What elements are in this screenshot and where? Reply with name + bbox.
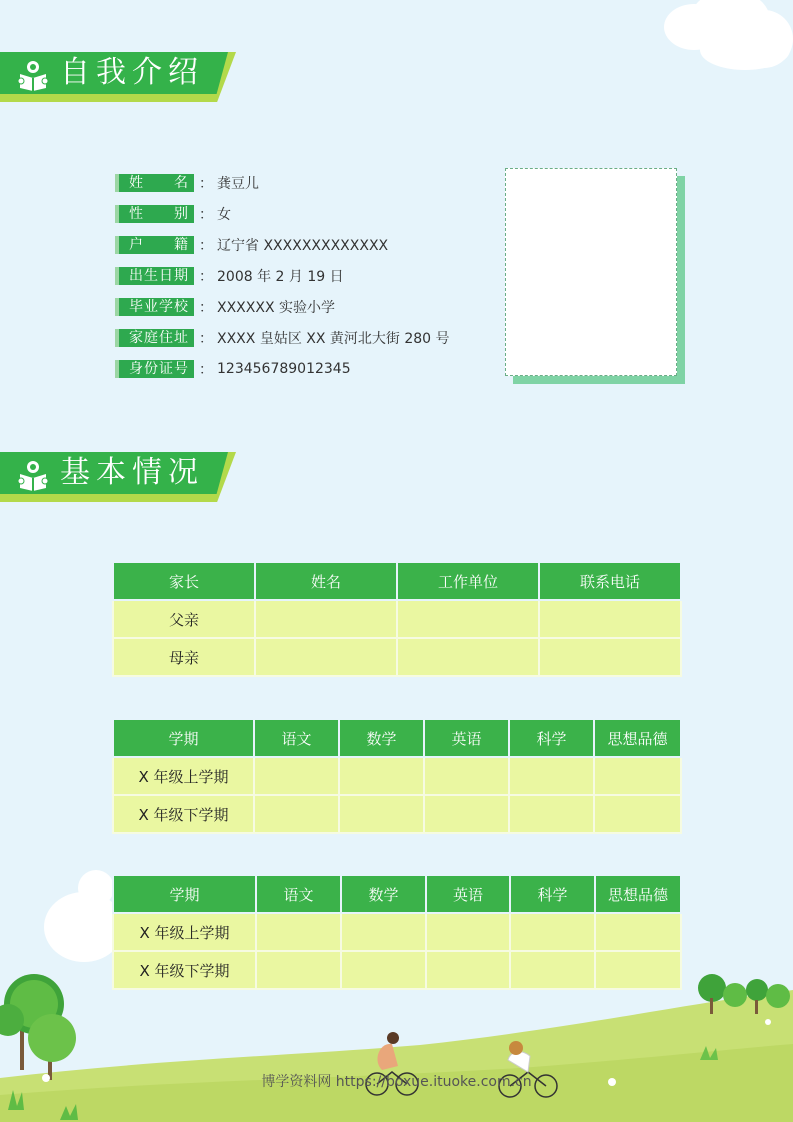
- section-title-basic: 基本情况: [60, 455, 204, 490]
- info-colon: ：: [199, 238, 213, 254]
- grades-table-1: [112, 718, 682, 834]
- table-cell[interactable]: [424, 795, 509, 833]
- info-colon: ：: [199, 207, 213, 223]
- info-row-gender: [115, 204, 231, 224]
- info-row-hukou: [115, 235, 388, 255]
- table-cell[interactable]: [539, 600, 681, 638]
- info-label: 户籍: [115, 236, 194, 254]
- footer-watermark: 博学资料网 https://boxue.ituoke.com.cn: [261, 1074, 532, 1090]
- table-cell[interactable]: [254, 795, 339, 833]
- info-colon: ：: [199, 176, 213, 192]
- info-colon: ：: [199, 269, 213, 285]
- table-header-cell: 思想品德: [595, 875, 681, 913]
- info-value: XXXXXX 实验小学: [217, 300, 335, 316]
- table-cell[interactable]: [594, 795, 681, 833]
- info-value: 龚豆儿: [217, 176, 259, 192]
- info-label: 出生日期: [115, 267, 194, 285]
- table-cell[interactable]: [510, 913, 595, 951]
- table-cell[interactable]: [397, 638, 539, 676]
- table-header-cell: 英语: [426, 875, 510, 913]
- info-label: 家庭住址: [115, 329, 194, 347]
- reading-person-icon: [16, 58, 50, 92]
- table-cell: 父亲: [113, 600, 255, 638]
- table-cell: X 年级上学期: [113, 913, 256, 951]
- info-row-id-number: [115, 359, 351, 379]
- info-row-address: [115, 328, 450, 348]
- info-label: 身份证号: [115, 360, 194, 378]
- table-cell: X 年级上学期: [113, 757, 254, 795]
- info-label: 性别: [115, 205, 194, 223]
- table-cell[interactable]: [424, 757, 509, 795]
- table-cell[interactable]: [595, 913, 681, 951]
- table-cell[interactable]: [255, 600, 397, 638]
- table-header-cell: 英语: [424, 719, 509, 757]
- info-value: 辽宁省 XXXXXXXXXXXXX: [217, 238, 389, 254]
- table-cell[interactable]: [509, 757, 594, 795]
- table-cell[interactable]: [509, 795, 594, 833]
- table-cell[interactable]: [341, 913, 426, 951]
- table-header-cell: 科学: [509, 719, 594, 757]
- info-value: 女: [217, 207, 231, 223]
- family-table: [112, 561, 682, 677]
- info-value: XXXX 皇姑区 XX 黄河北大街 280 号: [217, 331, 450, 347]
- table-cell[interactable]: [339, 757, 424, 795]
- table-cell[interactable]: [254, 757, 339, 795]
- table-header-cell: 语文: [254, 719, 339, 757]
- table-header-cell: 学期: [113, 719, 254, 757]
- table-header-row: [113, 875, 681, 913]
- info-value: 2008 年 2 月 19 日: [217, 269, 344, 285]
- table-header-cell: 数学: [341, 875, 426, 913]
- table-header-cell: 联系电话: [539, 562, 681, 600]
- table-cell: X 年级下学期: [113, 951, 256, 989]
- info-label: 毕业学校: [115, 298, 194, 316]
- table-cell[interactable]: [426, 913, 510, 951]
- table-row: [113, 638, 681, 676]
- table-header-cell: 家长: [113, 562, 255, 600]
- table-row: [113, 600, 681, 638]
- tree-icon: [0, 974, 76, 1080]
- table-header-cell: 科学: [510, 875, 595, 913]
- table-row: [113, 757, 681, 795]
- section-banner-intro: [0, 52, 236, 102]
- table-cell[interactable]: [539, 638, 681, 676]
- info-row-name: [115, 173, 259, 193]
- table-header-cell: 语文: [256, 875, 341, 913]
- table-cell[interactable]: [256, 913, 341, 951]
- info-row-birthdate: [115, 266, 344, 286]
- table-header-cell: 思想品德: [594, 719, 681, 757]
- info-value: 123456789012345: [217, 361, 351, 377]
- table-cell[interactable]: [397, 600, 539, 638]
- table-cell[interactable]: [339, 795, 424, 833]
- table-header-row: [113, 562, 681, 600]
- section-title-intro: 自我介绍: [60, 55, 204, 90]
- info-label: 姓名: [115, 174, 194, 192]
- info-colon: ：: [199, 300, 213, 316]
- table-cell[interactable]: [255, 638, 397, 676]
- table-row: [113, 913, 681, 951]
- table-header-cell: 数学: [339, 719, 424, 757]
- table-cell: 母亲: [113, 638, 255, 676]
- table-header-cell: 工作单位: [397, 562, 539, 600]
- table-header-cell: 学期: [113, 875, 256, 913]
- table-cell[interactable]: [594, 757, 681, 795]
- table-header-cell: 姓名: [255, 562, 397, 600]
- landscape-illustration: [0, 960, 793, 1122]
- section-banner-basic: [0, 452, 236, 502]
- info-colon: ：: [199, 362, 213, 378]
- info-colon: ：: [199, 331, 213, 347]
- table-cell: X 年级下学期: [113, 795, 254, 833]
- info-row-school: [115, 297, 335, 317]
- table-row: [113, 795, 681, 833]
- photo-placeholder[interactable]: [505, 168, 677, 376]
- table-header-row: [113, 719, 681, 757]
- reading-person-icon: [16, 458, 50, 492]
